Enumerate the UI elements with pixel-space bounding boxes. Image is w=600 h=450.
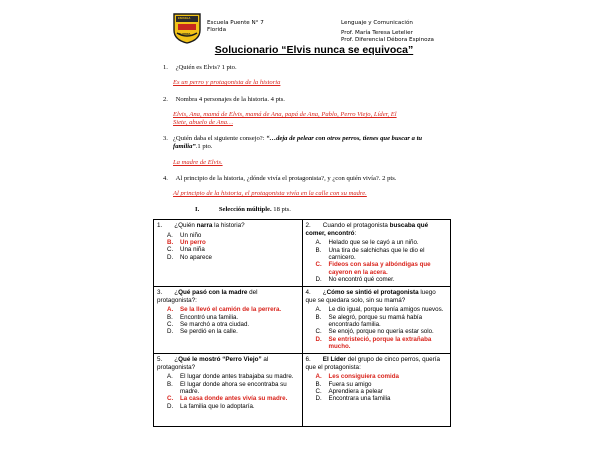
option-c[interactable]: C. Aprendiera a pelear [315, 388, 383, 395]
subject-name: Lenguaje y Comunicación [341, 20, 413, 26]
question-4 [163, 175, 396, 183]
option-a[interactable]: A. Helado que se le cayó a un niño. [315, 239, 419, 247]
teacher-two: Prof. Diferencial Débora Espinoza [341, 37, 434, 43]
question-text: ¿Quién daba el siguiente consejo?: [173, 135, 267, 142]
option-b[interactable]: B. El lugar donde ahora se encontraba su madre. [167, 380, 287, 395]
option-c-correct[interactable]: C. La casa donde antes vivía su madre. [167, 395, 288, 403]
answer-3: La madre de Elvis. [173, 159, 223, 166]
school-logo [172, 13, 202, 44]
option-b[interactable]: B. Se alegró, porque su mamá había encontrado familia. [315, 313, 423, 328]
option-d[interactable]: D. No encontró qué comer. [315, 276, 395, 284]
section-heading [195, 206, 291, 214]
option-d[interactable]: D. Se perdió en la calle. [167, 328, 238, 336]
mc-question-1: 1. ¿Quién narra la historia? A. Un niño B. Un perro C. Una niña D. No aparece [154, 220, 303, 287]
option-a-correct[interactable]: A. Se la llevó el camión de la perrera. [167, 306, 282, 314]
section-points: 18 pts. [271, 206, 291, 213]
mc-question-4: 4. ¿Cómo se sintió el protagonista luego que se quedara solo, sin su mamá? A. Le dio igual, porque tenía amigos nuevos. B. Se alegró, porque su mamá había encontrado familia. C. Se enojó, porque no quería estar solo. D. Se entristeció, porque la extrañaba mucho. [302, 287, 451, 354]
question-text: ¿Quién es Elvis? 1 pto. [175, 64, 237, 71]
option-d-correct[interactable]: D. Se entristeció, porque la extrañaba mucho. [315, 335, 432, 351]
option-a[interactable]: A. El lugar donde antes trabajaba su madre. [167, 373, 294, 381]
option-c[interactable]: C. Se marchó a otra ciudad. [167, 321, 250, 328]
section-number: I. [195, 206, 200, 213]
question-text: Nombra 4 personajes de la historia. 4 pts. [175, 96, 285, 103]
question-1 [163, 64, 237, 72]
option-d[interactable]: D. No aparece [167, 253, 212, 261]
option-c[interactable]: C. Una niña [167, 246, 205, 254]
question-number: 3. [163, 135, 168, 142]
teacher-one: Prof. María Teresa Letelier [341, 30, 413, 36]
question-number: 4. [163, 175, 168, 182]
answer-4: Al principio de la historia, el protagonista vivía en la calle con su madre. [173, 190, 367, 197]
question-quote: “…deja de pelear con otros perros, tienes que buscar a tu familia” [173, 135, 423, 150]
question-number: 2. [163, 96, 168, 103]
question-points: .1 pto. [195, 143, 213, 150]
option-a[interactable]: A. Un niño [167, 231, 202, 239]
logo-text-bottom: FLORIDA [179, 33, 191, 36]
header-right [341, 20, 434, 44]
section-label: Selección múltiple. [218, 206, 272, 213]
school-city: Florida [207, 27, 227, 33]
school-name: Escuela Puente N° 7 [207, 20, 264, 26]
table-row [154, 354, 451, 427]
option-c[interactable]: C. Se enojó, porque no quería estar solo. [315, 328, 434, 336]
logo-text-top: ESCUELA [178, 16, 191, 20]
option-c-correct[interactable]: C. Fideos con salsa y albóndigas que cayeron en la acera. [315, 261, 431, 276]
answer-2: Elvis, Ana, mamá de Elvis, mamá de Ana, papá de Ana, Pablo, Perro Viejo, Líder, El Siete, abuelo de Ana… [173, 111, 397, 126]
option-d[interactable]: D. La familia que lo adoptaría. [167, 402, 255, 410]
option-b[interactable]: B. Fuera su amigo [315, 380, 372, 388]
table-row [154, 220, 451, 287]
mc-question-2: 2. Cuando el protagonista buscaba qué comer, encontró: A. Helado que se le cayó a un niño. B. Una tira de salchichas que le dio el carnicero. C. Fideos con salsa y albóndigas que cayeron en la acera. D. No encontró qué comer. [302, 220, 451, 287]
option-b-correct[interactable]: B. Un perro [167, 239, 206, 246]
mc-question-3: 3. ¿Qué pasó con la madre del protagonista?: A. Se la llevó el camión de la perrera. B. Encontró una familia. C. Se marchó a otra ciudad. D. Se perdió en la calle. [154, 287, 303, 354]
option-b[interactable]: B. Una tira de salchichas que le dio el carnicero. [315, 246, 425, 261]
question-3 [163, 135, 445, 151]
option-a[interactable]: A. Le dio igual, porque tenía amigos nuevos. [315, 306, 444, 314]
option-a-correct[interactable]: A. Les consiguiera comida [315, 373, 399, 381]
mc-question-6: 6. El Líder del grupo de cinco perros, quería que el protagonista: A. Les consiguiera comida B. Fuera su amigo C. Aprendiera a pelear D. Encontrara una familia [302, 354, 451, 427]
table-row [154, 287, 451, 354]
answer-1: Es un perro y protagonista de la historia [173, 79, 281, 86]
option-b[interactable]: B. Encontró una familia. [167, 313, 239, 321]
multiple-choice-table [153, 219, 451, 427]
header-left [207, 20, 264, 34]
question-text: Al principio de la historia, ¿dónde vivía el protagonista?, y ¿con quién vivía?. 2 pts. [175, 175, 397, 182]
question-number: 1. [163, 64, 168, 71]
question-2 [163, 96, 285, 104]
mc-question-5: 5. ¿Qué le mostró “Perro Viejo” al protagonista? A. El lugar donde antes trabajaba su madre. B. El lugar donde ahora se encontraba su madre. C. La casa donde antes vivía su madre. D. La familia que lo adoptaría. [154, 354, 303, 427]
page-title: Solucionario “Elvis nunca se equivoca” [214, 44, 414, 56]
option-d[interactable]: D. Encontrara una familia [315, 395, 391, 403]
